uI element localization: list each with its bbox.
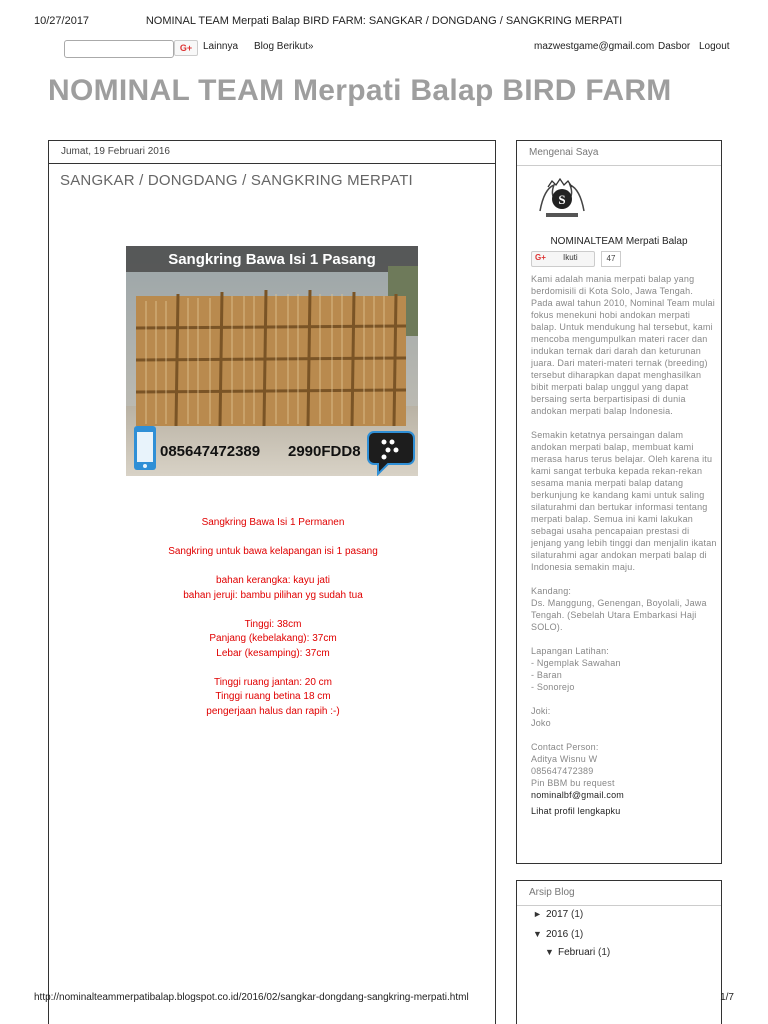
post-line: Tinggi ruang jantan: 20 cm [213,676,333,688]
archive-heading: Arsip Blog [529,887,575,898]
about-paragraph: Semakin ketatnya persaingan dalam andokan merpati balap, membuat kami merasa harus terus belajar. Oleh karena itu kami sangat terbuka kepada rekan-rekan sesama mania merpati balap datang berkunjung ke kandang kami untuk saling silaturahmi dan bertukar informasi tentang merpati balap. Semua ini kami lakukan sebagai usaha pencapaian prestasi di jenjang yang lebih tinggi dan menjalin ikatan silaturahmi agar andokan merpati balap di Indonesia semakin maju. [531,430,717,572]
profile-avatar[interactable] [534,171,590,225]
collapse-arrow-icon[interactable]: ▼ [533,929,542,939]
contact-name: Aditya Wisnu W [531,754,598,764]
post-date: Jumat, 19 Februari 2016 [61,146,170,157]
archive-year-item[interactable] [533,929,583,940]
contact-phone: 085647472389 [531,766,594,776]
crate-stack [136,290,406,426]
post-line: pengerjaan halus dan rapih :-) [206,705,340,717]
logout-link[interactable]: Logout [699,41,730,52]
lapangan-label: Lapangan Latihan: [531,646,609,656]
lapangan-item: - Baran [531,670,562,680]
phone-icon [134,426,156,470]
joki-label: Joki: [531,706,551,716]
joki-block [531,705,717,729]
about-widget [516,140,722,864]
collapse-arrow-icon[interactable]: ▼ [545,947,554,957]
view-full-profile-link[interactable]: Lihat profil lengkapku [531,806,621,816]
post-line-gap [49,661,497,676]
search-input[interactable] [64,40,174,58]
post-line-gap [49,531,497,546]
contact-pin: Pin BBM bu request [531,778,615,788]
gplus-icon: G+ [535,253,546,262]
print-title: NOMINAL TEAM Merpati Balap BIRD FARM: SANGKAR / DONGDANG / SANGKRING MERPATI [145,15,623,27]
post-line: Panjang (kebelakang): 37cm [209,633,337,644]
post-date-header [48,140,496,164]
archive-count: (1) [571,929,584,940]
post-content [49,516,497,719]
post-body [48,164,496,1024]
follower-count: 47 [601,251,621,267]
print-page-number: 1/7 [720,992,734,1003]
image-caption: Sangkring Bawa Isi 1 Pasang [168,251,376,268]
print-date: 10/27/2017 [34,15,90,27]
archive-year-label[interactable]: 2016 [546,929,569,940]
post-title[interactable]: SANGKAR / DONGDANG / SANGKRING MERPATI [60,172,413,189]
image-bbm-pin: 2990FDD8 [288,443,361,460]
contact-label: Contact Person: [531,742,599,752]
about-paragraph: Kami adalah mania merpati balap yang berdomisili di Kota Solo, Jawa Tengah. Pada awal tahun 2010, Nominal Team mulai fokus menekuni hobi andokan merpati balap. Untuk mendukung hal tersebut, kami mencoba mengumpulkan materi racer dan indukan ternak dari darah dan keturunan juara. Dari materi-materi ternak (breeding) tersebut diharapkan dapat menghasilkan bibit merpati balap unggul yang dapat bersaing serta berpartisipasi di dunia andokan merpati balap Indonesia. [531,274,715,416]
follow-label: Ikuti [563,253,578,262]
post-line-gap [49,560,497,575]
print-header [0,15,768,31]
dashboard-link[interactable]: Dasbor [658,41,691,52]
post-line: Tinggi: 38cm [244,618,302,630]
archive-month-item[interactable] [545,947,610,958]
post-line: Tinggi ruang betina 18 cm [215,691,331,702]
archive-year-label[interactable]: 2017 [546,909,569,920]
post-line: Lebar (kesamping): 37cm [216,647,330,659]
post-line: Sangkring untuk bawa kelapangan isi 1 pasang [168,546,378,557]
contact-email: nominalbf@gmail.com [531,790,624,800]
archive-count: (1) [598,947,611,958]
blogger-navbar [0,38,768,58]
lapangan-item: - Sonorejo [531,682,575,692]
svg-text:S: S [558,192,566,207]
post-line: bahan jeruji: bambu pilihan yg sudah tua [183,589,363,601]
blog-title[interactable]: NOMINAL TEAM Merpati Balap BIRD FARM [48,74,672,107]
about-text [531,273,717,817]
lapangan-item: - Ngemplak Sawahan [531,658,621,668]
post-line: Sangkring Bawa Isi 1 Permanen [201,517,345,528]
kandang-text: Ds. Manggung, Genengan, Boyolali, Jawa Tengah. (Sebelah Utara Embarkasi Haji SOLO). [531,598,707,632]
joki-name: Joko [531,718,551,728]
follow-button[interactable] [531,251,595,267]
print-url: http://nominalteammerpatibalap.blogspot.co.id/2016/02/sangkar-dongdang-sangkring-merpati.html [34,992,469,1003]
about-heading: Mengenai Saya [529,147,599,158]
about-widget-header [517,141,721,166]
print-footer [0,992,768,1008]
expand-arrow-icon[interactable]: ► [533,909,542,919]
profile-name[interactable]: NOMINALTEAM Merpati Balap [550,236,688,247]
image-phone-number: 085647472389 [160,443,261,460]
kandang-block [531,585,717,633]
next-blog-link[interactable]: Blog Berikut» [254,41,314,52]
lapangan-block [531,645,717,693]
archive-year-item[interactable] [533,909,583,920]
archive-count: (1) [571,909,584,920]
post-image[interactable] [126,246,418,476]
gplus-share-button[interactable]: G+ [174,40,198,56]
account-email: mazwestgame@gmail.com [534,41,655,52]
more-link[interactable]: Lainnya [203,41,239,52]
post-line-gap [49,603,497,618]
contact-block [531,741,717,801]
archive-widget-header [517,881,721,906]
archive-month-label[interactable]: Februari [558,947,596,958]
kandang-label: Kandang: [531,586,572,596]
post-line: bahan kerangka: kayu jati [216,575,330,586]
